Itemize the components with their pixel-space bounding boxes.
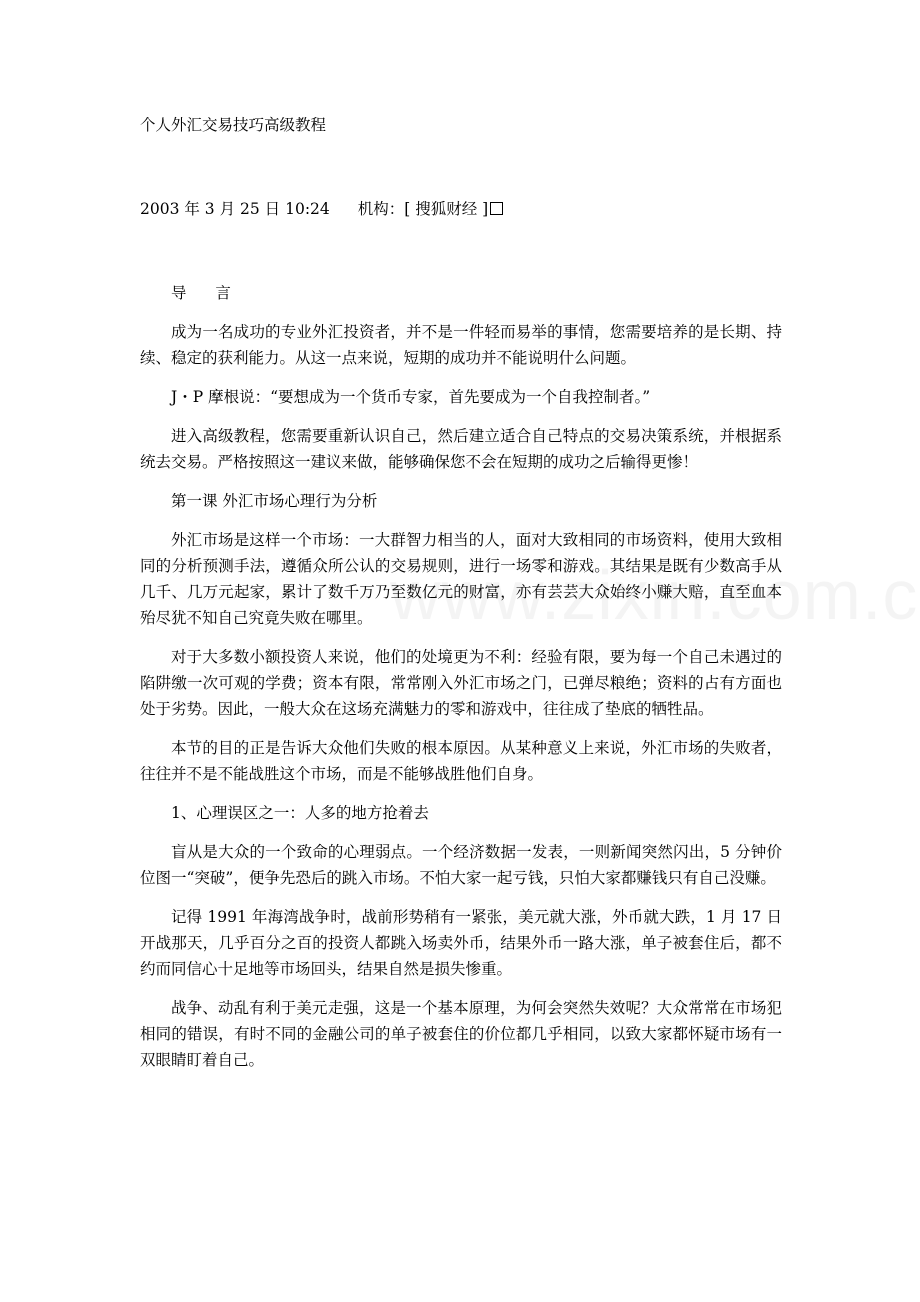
article-meta [140,199,503,219]
section-heading-intro: 导 言 [171,284,243,302]
paragraph: 外汇市场是这样一个市场：一大群智力相当的人，面对大致相同的市场资料，使用大致相同的分析预测手法，遵循众所公认的交易规则，进行一场零和游戏。其结果是既有少数高手从几千、几万元起家，累计了数千万乃至数亿元的财富，亦有芸芸大众始终小赚大赔，直至血本殆尽犹不知自己究竟失败在哪里。 [140,531,782,627]
subsection-heading: 1、心理误区之一：人多的地方抢着去 [171,804,429,822]
quote-paragraph: J・P 摩根说：“要想成为一个货币专家，首先要成为一个自我控制者。” [171,388,651,406]
paragraph: 进入高级教程，您需要重新认识自己，然后建立适合自己特点的交易决策系统，并根据系统去交易。严格按照这一建议来做，能够确保您不会在短期的成功之后输得更惨！ [140,427,782,471]
publish-date: 2003 年 3 月 25 日 10:24 [140,200,330,218]
paragraph: 成为一名成功的专业外汇投资者，并不是一件轻而易举的事情，您需要培养的是长期、持续、稳定的获利能力。从这一点来说，短期的成功并不能说明什么问题。 [140,323,782,367]
square-box-icon [490,202,503,215]
paragraph: 盲从是大众的一个致命的心理弱点。一个经济数据一发表，一则新闻突然闪出，5 分钟价位图一“突破”，便争先恐后的跳入市场。不怕大家一起亏钱，只怕大家都赚钱只有自己没赚。 [140,843,782,887]
paragraph: 对于大多数小额投资人来说，他们的处境更为不利：经验有限，要为每一个自己未遇过的陷阱缴一次可观的学费；资本有限，常常刚入外汇市场之门，已弹尽粮绝；资料的占有方面也处于劣势。因此，一般大众在这场充满魅力的零和游戏中，往往成了垫底的牺牲品。 [140,648,782,718]
paragraph: 本节的目的正是告诉大众他们失败的根本原因。从某种意义上来说，外汇市场的失败者，往往并不是不能战胜这个市场，而是不能够战胜他们自身。 [140,739,782,783]
lesson-heading: 第一课 外汇市场心理行为分析 [171,492,378,510]
paragraph: 战争、动乱有利于美元走强，这是一个基本原理，为何会突然失效呢？大众常常在市场犯相同的错误，有时不同的金融公司的单子被套住的价位都几乎相同，以致大家都怀疑市场有一双眼睛盯着自己。 [140,999,782,1069]
source-org: 机构：[ 搜狐财经 ] [357,200,489,218]
paragraph: 记得 1991 年海湾战争时，战前形势稍有一紧张，美元就大涨，外币就大跌，1 月 17 日开战那天，几乎百分之百的投资人都跳入场卖外币，结果外币一路大涨，单子被套住后，都不约而同信心十足地等市场回头，结果自然是损失惨重。 [140,908,782,978]
article-body [140,280,782,1086]
document-title: 个人外汇交易技巧高级教程 [140,116,327,134]
